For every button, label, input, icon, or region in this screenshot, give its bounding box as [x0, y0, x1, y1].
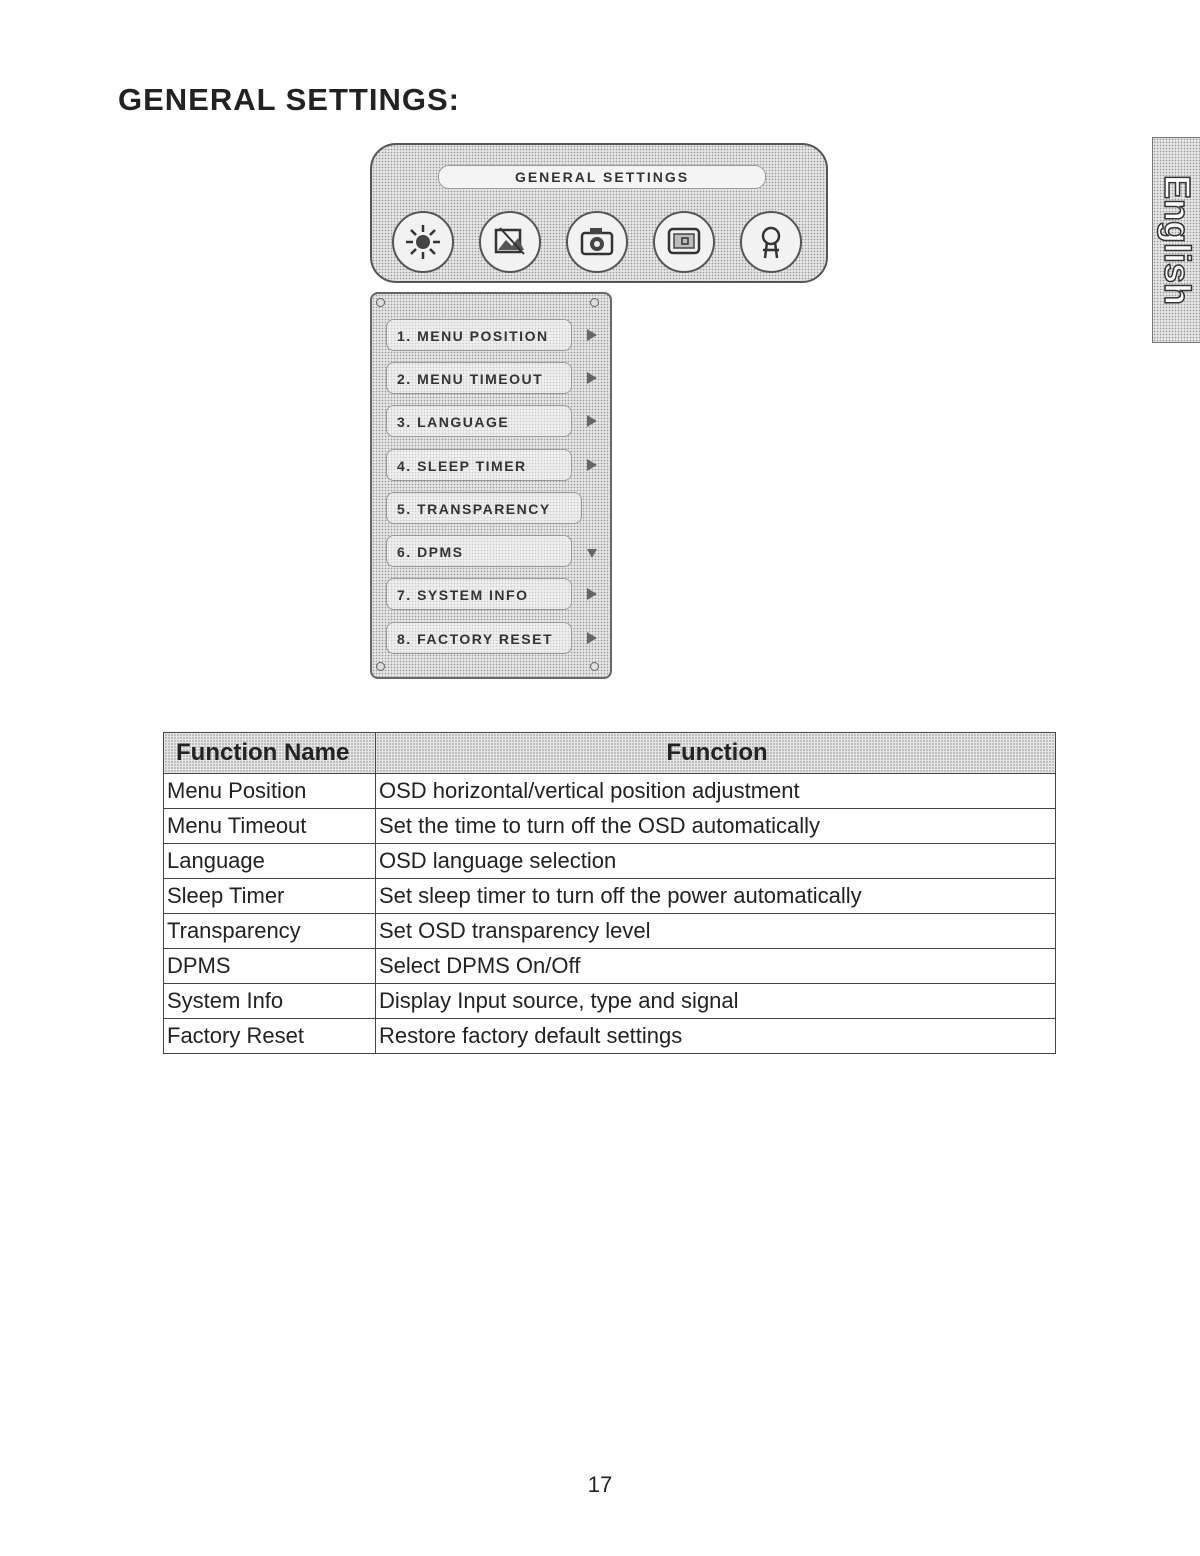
menu-item-label: 7. SYSTEM INFO: [397, 587, 529, 603]
right-arrow-icon[interactable]: [586, 414, 598, 428]
menu-item-language[interactable]: [386, 405, 572, 437]
brightness-icon[interactable]: [392, 211, 454, 273]
cell-function-name: System Info: [164, 984, 376, 1019]
right-arrow-icon[interactable]: [586, 458, 598, 472]
menu-item-label: 6. DPMS: [397, 544, 464, 560]
osd-header-panel: [370, 143, 828, 283]
page-title: GENERAL SETTINGS:: [118, 82, 460, 117]
table-row: [164, 949, 1056, 984]
cell-function: Set OSD transparency level: [376, 914, 1056, 949]
tv-icon[interactable]: [653, 211, 715, 273]
cell-function: OSD horizontal/vertical position adjustment: [376, 774, 1056, 809]
cell-function: Select DPMS On/Off: [376, 949, 1056, 984]
menu-item-dpms[interactable]: [386, 535, 572, 567]
cell-function: Restore factory default settings: [376, 1019, 1056, 1054]
menu-item-factory-reset[interactable]: [386, 622, 572, 654]
table-row: [164, 809, 1056, 844]
right-arrow-icon[interactable]: [586, 631, 598, 645]
menu-item-label: 1. MENU POSITION: [397, 328, 549, 344]
table-row: [164, 774, 1056, 809]
table-row: [164, 844, 1056, 879]
image-settings-icon[interactable]: [479, 211, 541, 273]
menu-item-menu-position[interactable]: [386, 319, 572, 351]
cell-function: Set the time to turn off the OSD automatically: [376, 809, 1056, 844]
table-row: [164, 984, 1056, 1019]
table-row: [164, 879, 1056, 914]
screw-icon: [376, 298, 385, 307]
general-settings-icon[interactable]: [740, 211, 802, 273]
camera-icon[interactable]: [566, 211, 628, 273]
osd-header-title: GENERAL SETTINGS: [438, 165, 766, 189]
header-function-name: Function Name: [164, 733, 376, 774]
menu-item-label: 5. TRANSPARENCY: [397, 501, 551, 517]
cell-function-name: Transparency: [164, 914, 376, 949]
table-row: [164, 1019, 1056, 1054]
function-table: [163, 732, 1056, 1054]
menu-item-transparency[interactable]: [386, 492, 582, 524]
menu-item-system-info[interactable]: [386, 578, 572, 610]
menu-item-menu-timeout[interactable]: [386, 362, 572, 394]
cell-function: Display Input source, type and signal: [376, 984, 1056, 1019]
osd-menu-panel: [370, 292, 612, 679]
cell-function: OSD language selection: [376, 844, 1056, 879]
page-number: 17: [587, 1472, 613, 1497]
screw-icon: [590, 298, 599, 307]
right-arrow-icon[interactable]: [586, 328, 598, 342]
table-header-row: [164, 733, 1056, 774]
cell-function-name: Menu Position: [164, 774, 376, 809]
table-row: [164, 914, 1056, 949]
screw-icon: [376, 662, 385, 671]
header-function: Function: [376, 733, 1056, 774]
side-tab-label: English: [1156, 174, 1198, 306]
cell-function-name: Factory Reset: [164, 1019, 376, 1054]
language-side-tab: [1152, 137, 1200, 343]
menu-item-sleep-timer[interactable]: [386, 449, 572, 481]
cell-function-name: DPMS: [164, 949, 376, 984]
menu-item-label: 4. SLEEP TIMER: [397, 458, 527, 474]
down-arrow-icon[interactable]: [586, 546, 598, 560]
cell-function-name: Menu Timeout: [164, 809, 376, 844]
right-arrow-icon[interactable]: [586, 587, 598, 601]
menu-item-label: 3. LANGUAGE: [397, 414, 510, 430]
right-arrow-icon[interactable]: [586, 371, 598, 385]
cell-function-name: Language: [164, 844, 376, 879]
cell-function: Set sleep timer to turn off the power automatically: [376, 879, 1056, 914]
menu-item-label: 8. FACTORY RESET: [397, 631, 553, 647]
menu-item-label: 2. MENU TIMEOUT: [397, 371, 544, 387]
screw-icon: [590, 662, 599, 671]
cell-function-name: Sleep Timer: [164, 879, 376, 914]
